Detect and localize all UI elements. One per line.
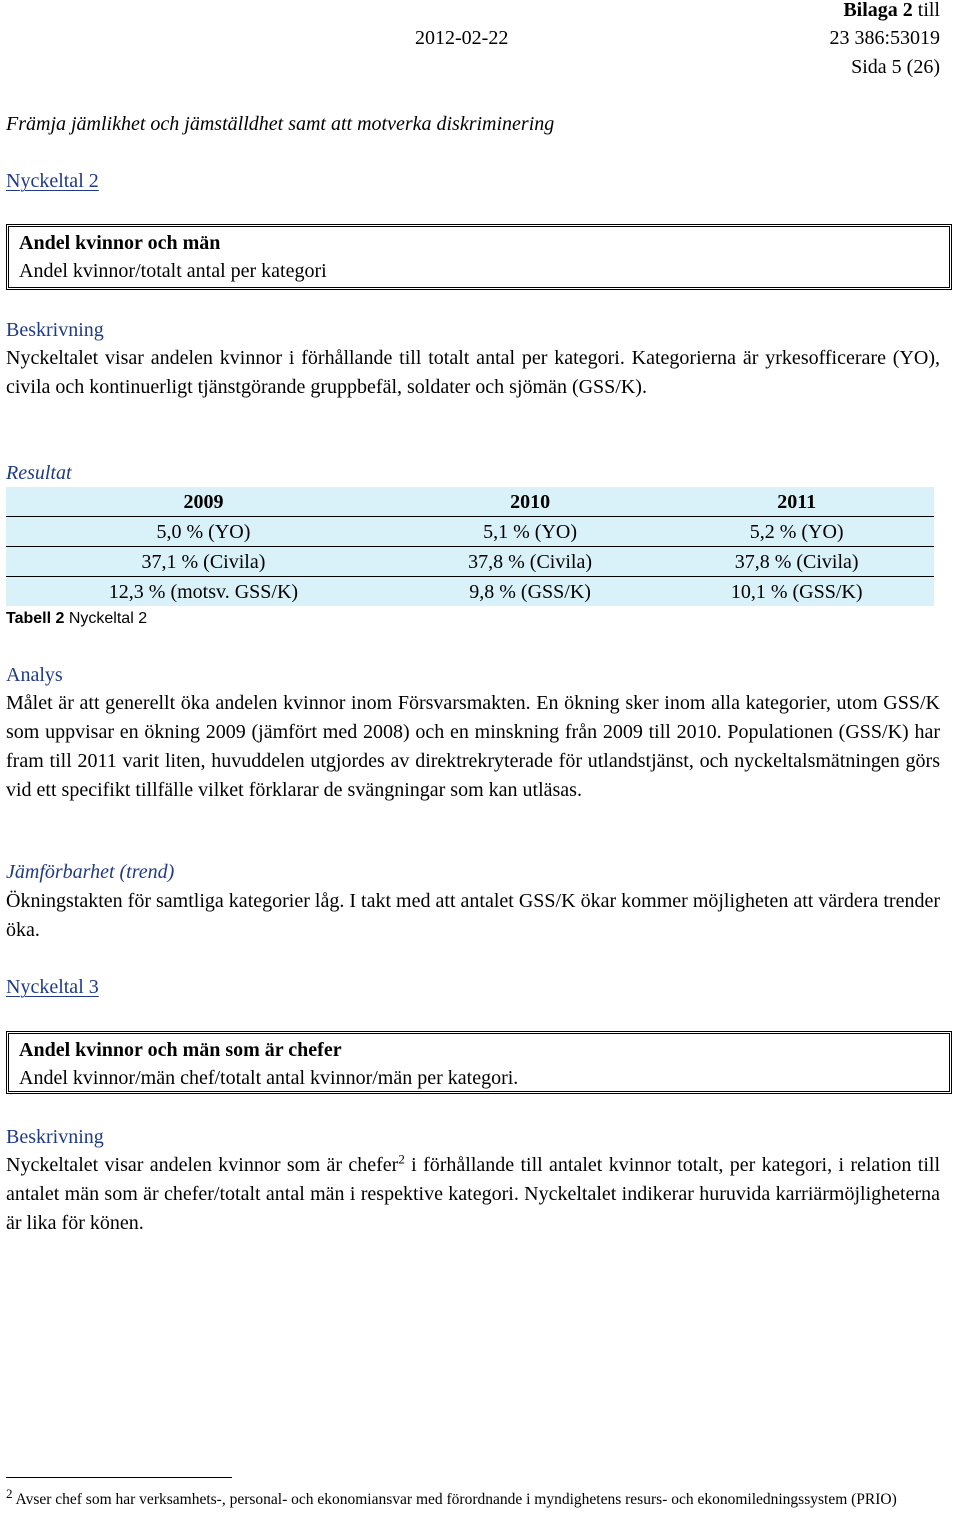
- section-title: Främja jämlikhet och jämställdhet samt att motverka diskriminering: [6, 113, 555, 135]
- footnote: [6, 1485, 940, 1510]
- footnote-divider: [6, 1477, 232, 1478]
- resultat-heading: Resultat: [6, 462, 72, 484]
- beskrivning-text-part-b: i förhållande till antalet kvinnor totalt, per kategori, i relation till antalet män som är chefer/totalt antal män i respektive kategori. Nyckeltalet indikerar huruvida karriärmöjligheterna är lika för könen.: [6, 1154, 940, 1234]
- table-cell: 5,1 % (YO): [401, 517, 659, 547]
- table-cell: 37,1 % (Civila): [6, 547, 401, 577]
- table-caption-text: Nyckeltal 2: [64, 610, 148, 627]
- nyckeltal-2-label: Nyckeltal 2: [6, 170, 99, 192]
- attachment-suffix: till: [912, 0, 940, 21]
- jamforbarhet-heading: Jämförbarhet (trend): [6, 861, 175, 883]
- attachment-label: [843, 0, 940, 24]
- nyckeltal-3-box: [6, 1031, 952, 1094]
- nyckeltal-3-beskrivning-heading: Beskrivning: [6, 1126, 104, 1148]
- table-caption-number: Tabell 2: [6, 610, 65, 627]
- nyckeltal-3-box-title: Andel kvinnor och män som är chefer: [19, 1039, 342, 1061]
- table-cell: 9,8 % (GSS/K): [469, 580, 591, 603]
- table-cell: 12,3 % (motsv. GSS/K): [108, 580, 299, 603]
- document-reference: 23 386:53019: [829, 27, 940, 49]
- nyckeltal-2-box: [6, 224, 952, 290]
- attachment-number: Bilaga 2: [843, 0, 913, 21]
- table-header-row: [6, 487, 934, 517]
- page-number: Sida 5 (26): [851, 56, 940, 78]
- table-header-2009: 2009: [6, 487, 401, 517]
- table-header-2011: 2011: [659, 487, 934, 517]
- nyckeltal-2-beskrivning-text: Nyckeltalet visar andelen kvinnor i förhållande till totalt antal per kategori. Kategorierna är yrkesofficerare (YO), civila och kontinuerligt tjänstgörande gruppbefäl, soldater och sjömän (GSS/K).: [6, 347, 940, 398]
- nyckeltal-3-beskrivning-text: [6, 1151, 940, 1238]
- footnote-reference[interactable]: 2: [398, 1151, 405, 1167]
- jamforbarhet-text: Ökningstakten för samtliga kategorier låg. I takt med att antalet GSS/K ökar kommer möjligheten att värdera trender öka.: [6, 890, 940, 941]
- resultat-table: [6, 487, 934, 606]
- table-cell: 5,0 % (YO): [6, 517, 401, 547]
- nyckeltal-2-beskrivning-heading: Beskrivning: [6, 319, 104, 341]
- table-caption: [6, 610, 147, 628]
- analys-text: Målet är att generellt öka andelen kvinnor inom Försvarsmakten. En ökning sker inom alla kategorier, utom GSS/K som uppvisar en ökning 2009 (jämfört med 2008) och en minskning från 2009 till 2010. Populationen (GSS/K) har fram till 2011 varit liten, huvuddelen utgjordes av direktrekryterade för utlandstjänst, och nyckeltalsmätningen görs vid ett specifikt tillfälle vilket förklarar de svängningar som kan utläsas.: [6, 692, 940, 801]
- table-row: [6, 547, 934, 577]
- nyckeltal-2-box-subtitle: Andel kvinnor/totalt antal per kategori: [19, 260, 327, 282]
- nyckeltal-2-box-title: Andel kvinnor och män: [19, 232, 221, 254]
- beskrivning-text-part-a: Nyckeltalet visar andelen kvinnor som är chefer: [6, 1154, 399, 1176]
- table-cell: 37,8 % (Civila): [401, 547, 659, 577]
- footnote-number: 2: [6, 1485, 13, 1501]
- footnote-text: Avser chef som har verksamhets-, personal- och ekonomiansvar med förordnande i myndighetens resurs- och ekonomiledningssystem (PRIO): [12, 1491, 897, 1508]
- analys-heading: Analys: [6, 664, 63, 686]
- table-cell: 10,1 % (GSS/K): [730, 580, 863, 603]
- document-date: 2012-02-22: [415, 27, 509, 49]
- table-cell: 37,8 % (Civila): [659, 547, 934, 577]
- table-cell: 5,2 % (YO): [659, 517, 934, 547]
- table-row: [6, 517, 934, 547]
- table-row: [6, 577, 934, 607]
- table-header-2010: 2010: [401, 487, 659, 517]
- nyckeltal-3-box-subtitle: Andel kvinnor/män chef/totalt antal kvinnor/män per kategori.: [19, 1067, 519, 1089]
- nyckeltal-3-label: Nyckeltal 3: [6, 976, 99, 998]
